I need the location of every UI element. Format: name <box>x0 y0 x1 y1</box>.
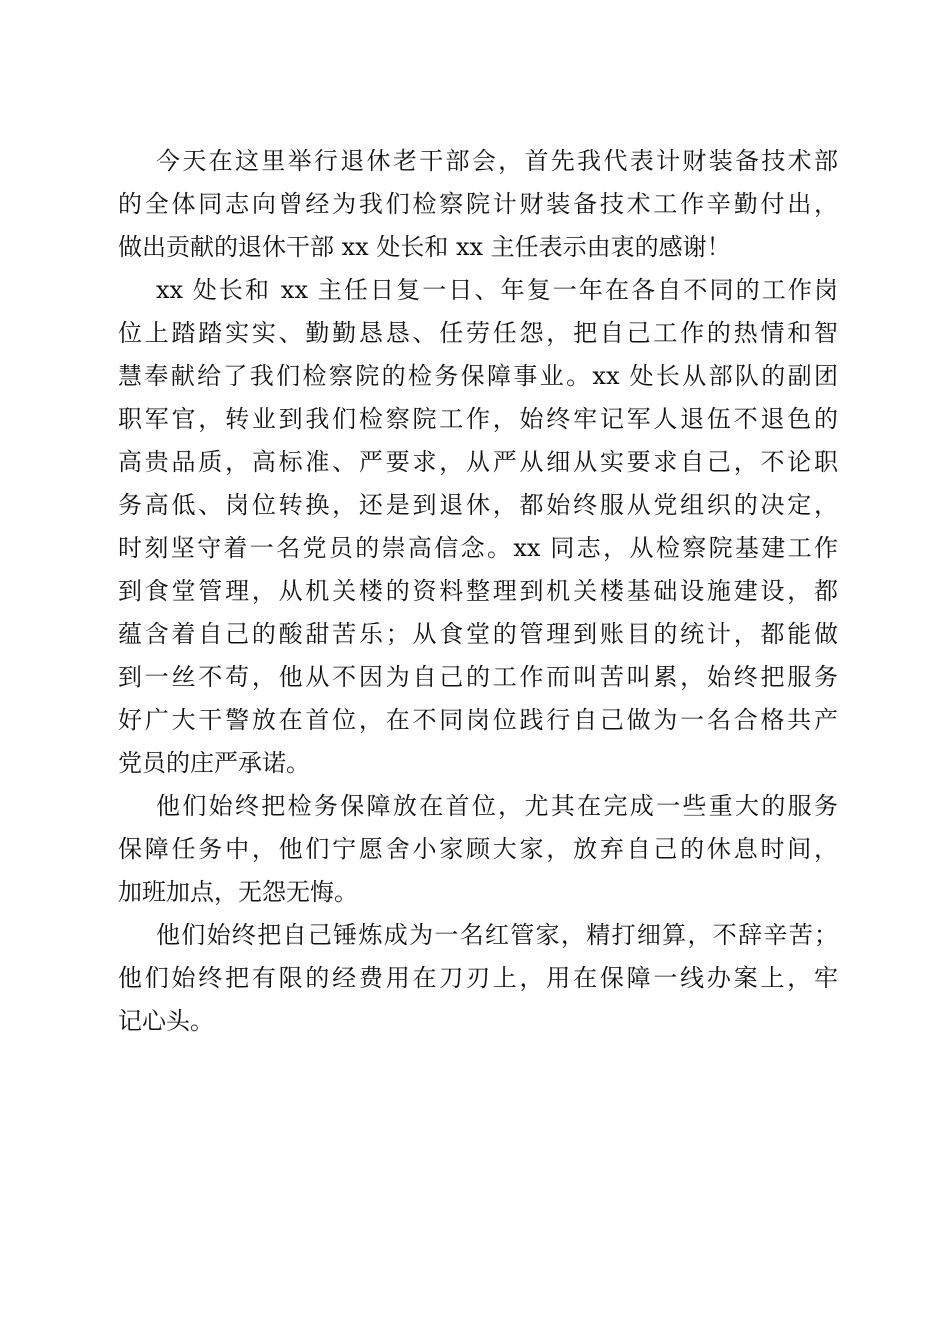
text-line: 到一丝不苟，他从不因为自己的工作而叫苦叫累，始终把服务 <box>118 663 838 691</box>
text-line: 高贵品质，高标准、严要求，从严从细从实要求自己，不论职 <box>118 448 838 476</box>
text-line: 职军官，转业到我们检察院工作，始终牢记军人退伍不退色的 <box>118 405 838 433</box>
text-line: 他们始终把检务保障放在首位，尤其在完成一些重大的服务 <box>156 792 838 820</box>
paragraph-1 <box>118 140 838 269</box>
text-line: 记心头。 <box>118 1007 214 1035</box>
text-line: 党员的庄严承诺。 <box>118 749 310 777</box>
document-body <box>118 140 838 1043</box>
text-line: 做出贡献的退休干部 xx 处长和 xx 主任表示由衷的感谢！ <box>118 233 731 261</box>
text-line: 慧奉献给了我们检察院的检务保障事业。xx 处长从部队的副团 <box>118 362 838 390</box>
text-line: 加班加点，无怨无悔。 <box>118 878 358 906</box>
text-line: xx 处长和 xx 主任日复一日、年复一年在各自不同的工作岗 <box>156 276 838 304</box>
paragraph-3 <box>118 785 838 914</box>
paragraph-4 <box>118 914 838 1043</box>
text-line: 时刻坚守着一名党员的崇高信念。xx 同志，从检察院基建工作 <box>118 534 838 562</box>
text-line: 他们始终把有限的经费用在刀刃上，用在保障一线办案上，牢 <box>118 964 838 992</box>
text-line: 务高低、岗位转换，还是到退休，都始终服从党组织的决定， <box>118 491 838 519</box>
text-line: 蕴含着自己的酸甜苦乐；从食堂的管理到账目的统计，都能做 <box>118 620 838 648</box>
text-line: 好广大干警放在首位，在不同岗位践行自己做为一名合格共产 <box>118 706 838 734</box>
paragraph-2 <box>118 269 838 785</box>
text-line: 今天在这里举行退休老干部会，首先我代表计财装备技术部 <box>156 147 838 175</box>
text-line: 保障任务中，他们宁愿舍小家顾大家，放弃自己的休息时间， <box>118 835 838 863</box>
text-line: 位上踏踏实实、勤勤恳恳、任劳任怨，把自己工作的热情和智 <box>118 319 838 347</box>
text-line: 到食堂管理，从机关楼的资料整理到机关楼基础设施建设，都 <box>118 577 838 605</box>
text-line: 的全体同志向曾经为我们检察院计财装备技术工作辛勤付出， <box>118 190 838 218</box>
text-line: 他们始终把自己锤炼成为一名红管家，精打细算，不辞辛苦； <box>156 921 838 949</box>
